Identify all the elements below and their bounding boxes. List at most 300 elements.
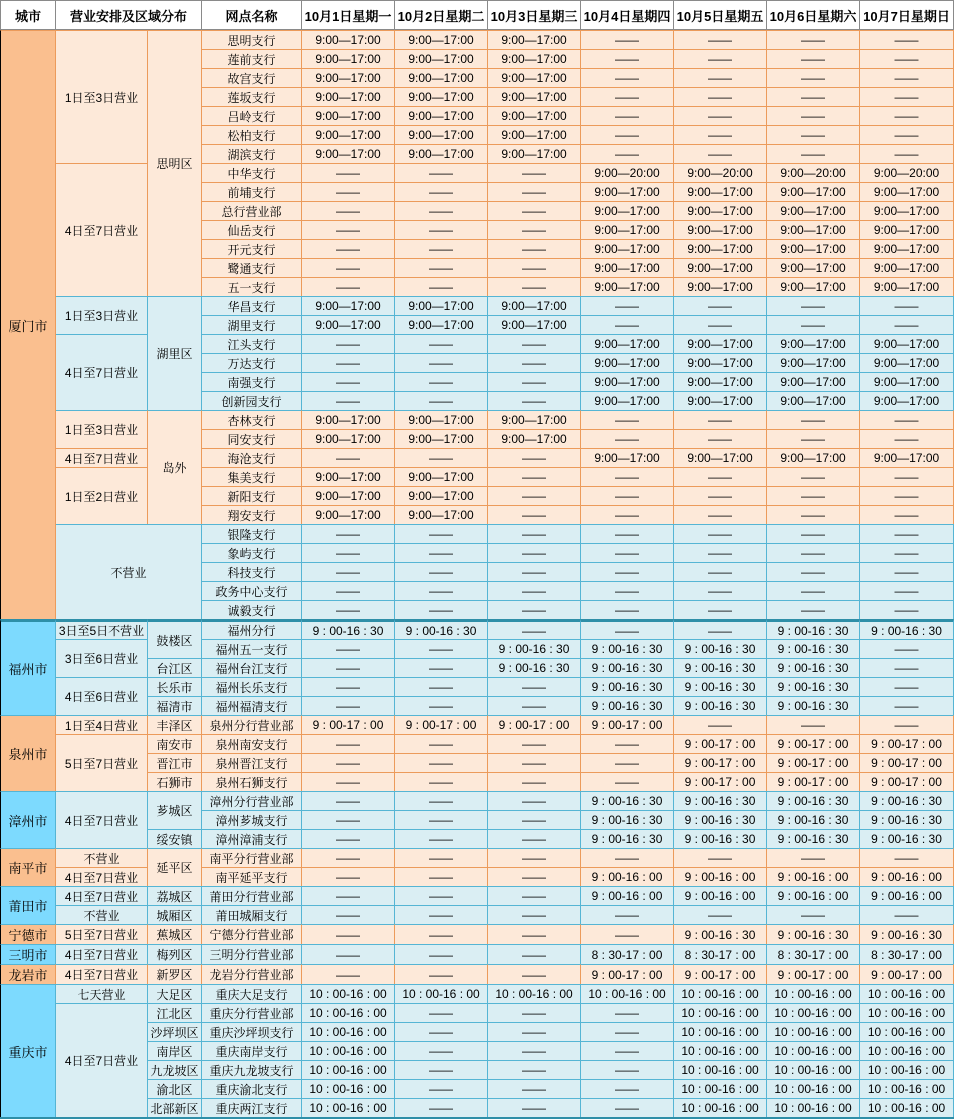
hours-cell: 9 : 00-16 : 30 [767, 658, 860, 677]
branch-name-cell: 前埔支行 [202, 182, 302, 201]
hours-cell: 9:00—17:00 [581, 277, 674, 296]
region-cell: 丰泽区 [148, 715, 202, 734]
hours-cell-closed: —— [302, 372, 395, 391]
branch-name-cell: 湖里支行 [202, 315, 302, 334]
hours-cell-closed: —— [395, 562, 488, 581]
hours-cell: 10 : 00-16 : 00 [674, 1060, 767, 1079]
hours-cell-closed: —— [767, 106, 860, 125]
branch-name-cell: 杏林支行 [202, 410, 302, 429]
hours-cell-closed: —— [581, 581, 674, 600]
hours-cell-closed: —— [581, 619, 674, 639]
hours-cell-closed: —— [395, 182, 488, 201]
hours-cell-closed: —— [488, 391, 581, 410]
hours-cell: 9:00—17:00 [674, 239, 767, 258]
hours-cell: 9 : 00-16 : 30 [581, 810, 674, 829]
branch-name-cell: 南强支行 [202, 372, 302, 391]
hours-cell-closed: —— [860, 600, 954, 619]
city-cell: 泉州市 [0, 715, 56, 791]
column-header-branch: 网点名称 [202, 0, 302, 30]
hours-cell: 9 : 00-17 : 00 [767, 964, 860, 984]
branch-name-cell: 漳州漳浦支行 [202, 829, 302, 848]
arrangement-cell: 4日至7日营业 [56, 867, 148, 886]
arrangement-cell: 4日至7日营业 [56, 163, 148, 296]
hours-cell: 9:00—17:00 [860, 182, 954, 201]
branch-name-cell: 重庆九龙坡支行 [202, 1060, 302, 1079]
hours-cell: 10 : 00-16 : 00 [302, 984, 395, 1003]
hours-cell-closed: —— [395, 220, 488, 239]
region-cell: 晋江市 [148, 753, 202, 772]
hours-cell-closed: —— [395, 886, 488, 905]
hours-cell: 10 : 00-16 : 00 [674, 1022, 767, 1041]
hours-cell: 10 : 00-16 : 00 [860, 1060, 954, 1079]
hours-cell: 10 : 00-16 : 00 [302, 1079, 395, 1098]
hours-cell: 9 : 00-17 : 00 [860, 772, 954, 791]
hours-cell: 9:00—17:00 [302, 429, 395, 448]
branch-name-cell: 龙岩分行营业部 [202, 964, 302, 984]
hours-cell: 9:00—17:00 [302, 49, 395, 68]
hours-cell: 9 : 00-16 : 00 [581, 886, 674, 905]
hours-cell-closed: —— [581, 562, 674, 581]
hours-cell-closed: —— [488, 334, 581, 353]
hours-cell-closed: —— [488, 163, 581, 182]
hours-cell: 10 : 00-16 : 00 [767, 984, 860, 1003]
hours-cell-closed: —— [581, 543, 674, 562]
hours-cell: 9 : 00-16 : 30 [674, 829, 767, 848]
hours-cell-closed: —— [488, 353, 581, 372]
table-row [0, 677, 954, 696]
branch-name-cell: 鹭通支行 [202, 258, 302, 277]
hours-cell-closed: —— [581, 144, 674, 163]
hours-cell-closed: —— [767, 49, 860, 68]
hours-cell-closed: —— [395, 639, 488, 658]
hours-cell-closed: —— [581, 30, 674, 49]
hours-cell-closed: —— [674, 49, 767, 68]
branch-name-cell: 创新园支行 [202, 391, 302, 410]
hours-cell-closed: —— [395, 791, 488, 810]
hours-cell-closed: —— [767, 715, 860, 734]
hours-cell-closed: —— [488, 1022, 581, 1041]
region-cell: 南安市 [148, 734, 202, 753]
branch-name-cell: 同安支行 [202, 429, 302, 448]
hours-cell-closed: —— [395, 334, 488, 353]
hours-cell: 9:00—17:00 [581, 372, 674, 391]
hours-cell-closed: —— [395, 201, 488, 220]
arrangement-cell: 七天营业 [56, 984, 148, 1003]
arrangement-cell: 4日至7日营业 [56, 886, 148, 905]
hours-cell-closed: —— [860, 543, 954, 562]
hours-cell-closed: —— [395, 810, 488, 829]
region-cell: 台江区 [148, 658, 202, 677]
hours-cell-closed: —— [860, 677, 954, 696]
hours-cell-closed: —— [302, 867, 395, 886]
region-cell: 岛外 [148, 410, 202, 524]
hours-cell-closed: —— [860, 848, 954, 867]
hours-cell-closed: —— [581, 68, 674, 87]
hours-cell-closed: —— [581, 524, 674, 543]
table-header [0, 0, 954, 30]
hours-cell-closed: —— [488, 562, 581, 581]
hours-cell-closed: —— [395, 753, 488, 772]
hours-cell-closed: —— [860, 696, 954, 715]
city-cell: 莆田市 [0, 886, 56, 924]
branch-name-cell: 诚毅支行 [202, 600, 302, 619]
hours-cell-closed: —— [395, 658, 488, 677]
hours-cell: 9 : 00-16 : 00 [674, 886, 767, 905]
hours-cell-closed: —— [302, 220, 395, 239]
hours-cell: 9:00—17:00 [581, 239, 674, 258]
hours-cell: 9:00—17:00 [302, 296, 395, 315]
hours-cell-closed: —— [674, 429, 767, 448]
hours-cell-closed: —— [302, 600, 395, 619]
hours-cell-closed: —— [581, 410, 674, 429]
hours-cell-closed: —— [302, 810, 395, 829]
hours-cell-closed: —— [860, 467, 954, 486]
hours-cell-closed: —— [674, 125, 767, 144]
branch-name-cell: 万达支行 [202, 353, 302, 372]
hours-cell: 9 : 00-16 : 30 [860, 829, 954, 848]
hours-cell: 9:00—17:00 [767, 239, 860, 258]
hours-cell-closed: —— [302, 696, 395, 715]
branch-name-cell: 莆田城厢支行 [202, 905, 302, 924]
branch-name-cell: 福州长乐支行 [202, 677, 302, 696]
hours-cell: 9:00—17:00 [860, 391, 954, 410]
table-row [0, 791, 954, 810]
branch-name-cell: 重庆南岸支行 [202, 1041, 302, 1060]
hours-cell: 9 : 00-17 : 00 [488, 715, 581, 734]
hours-cell: 9 : 00-17 : 00 [767, 753, 860, 772]
hours-cell-closed: —— [767, 144, 860, 163]
hours-cell-closed: —— [302, 391, 395, 410]
branch-name-cell: 宁德分行营业部 [202, 924, 302, 944]
hours-cell-closed: —— [488, 944, 581, 964]
hours-cell-closed: —— [860, 505, 954, 524]
hours-cell-closed: —— [302, 772, 395, 791]
branch-name-cell: 南平分行营业部 [202, 848, 302, 867]
hours-cell: 9 : 00-16 : 30 [674, 677, 767, 696]
hours-cell-closed: —— [395, 734, 488, 753]
hours-cell-closed: —— [395, 258, 488, 277]
hours-cell: 9 : 00-17 : 00 [302, 715, 395, 734]
hours-cell: 9 : 00-17 : 00 [674, 734, 767, 753]
hours-cell: 9 : 00-16 : 30 [674, 791, 767, 810]
hours-cell-closed: —— [674, 562, 767, 581]
branch-name-cell: 泉州晋江支行 [202, 753, 302, 772]
hours-cell-closed: —— [581, 1041, 674, 1060]
region-cell: 南岸区 [148, 1041, 202, 1060]
hours-cell: 9:00—17:00 [302, 144, 395, 163]
hours-cell: 9 : 00-16 : 30 [767, 677, 860, 696]
hours-cell: 9 : 00-16 : 30 [395, 619, 488, 639]
hours-cell-closed: —— [767, 505, 860, 524]
hours-cell: 10 : 00-16 : 00 [302, 1022, 395, 1041]
hours-cell: 9 : 00-17 : 00 [860, 734, 954, 753]
hours-cell-closed: —— [395, 1003, 488, 1022]
table-row [0, 524, 954, 543]
hours-cell: 10 : 00-16 : 00 [674, 1041, 767, 1060]
hours-cell: 9:00—17:00 [767, 391, 860, 410]
hours-cell-closed: —— [860, 68, 954, 87]
hours-cell-closed: —— [674, 581, 767, 600]
hours-cell-closed: —— [395, 391, 488, 410]
hours-cell: 9:00—17:00 [488, 429, 581, 448]
table-row [0, 964, 954, 984]
hours-cell: 10 : 00-16 : 00 [860, 1022, 954, 1041]
branch-name-cell: 莲坂支行 [202, 87, 302, 106]
arrangement-cell: 4日至7日营业 [56, 791, 148, 848]
hours-cell: 9 : 00-16 : 30 [767, 639, 860, 658]
column-header-day7: 10月7日星期日 [860, 0, 954, 30]
table-row [0, 410, 954, 429]
hours-cell: 9 : 00-16 : 30 [581, 696, 674, 715]
branch-name-cell: 银隆支行 [202, 524, 302, 543]
hours-cell: 9 : 00-16 : 30 [674, 924, 767, 944]
hours-cell-closed: —— [767, 848, 860, 867]
hours-cell: 9 : 00-16 : 30 [767, 924, 860, 944]
hours-cell: 9:00—17:00 [581, 448, 674, 467]
hours-cell: 9 : 00-16 : 30 [860, 810, 954, 829]
column-header-day3: 10月3日星期三 [488, 0, 581, 30]
hours-cell: 9 : 00-16 : 30 [581, 677, 674, 696]
hours-cell: 9:00—17:00 [395, 125, 488, 144]
branch-name-cell: 福州福清支行 [202, 696, 302, 715]
branch-name-cell: 莲前支行 [202, 49, 302, 68]
hours-cell: 9 : 00-17 : 00 [581, 964, 674, 984]
hours-cell-closed: —— [581, 429, 674, 448]
arrangement-cell: 5日至7日营业 [56, 734, 148, 791]
hours-cell-closed: —— [395, 543, 488, 562]
hours-cell: 9:00—17:00 [860, 220, 954, 239]
branch-name-cell: 福州五一支行 [202, 639, 302, 658]
hours-cell-closed: —— [860, 49, 954, 68]
hours-cell-closed: —— [302, 334, 395, 353]
hours-cell: 10 : 00-16 : 00 [581, 984, 674, 1003]
hours-cell: 9 : 00-16 : 00 [674, 867, 767, 886]
hours-cell-closed: —— [395, 848, 488, 867]
hours-cell-closed: —— [488, 886, 581, 905]
hours-cell-closed: —— [674, 144, 767, 163]
hours-cell: 9 : 00-16 : 30 [581, 658, 674, 677]
hours-cell-closed: —— [581, 296, 674, 315]
hours-cell-closed: —— [860, 658, 954, 677]
table-row [0, 924, 954, 944]
arrangement-cell: 1日至3日营业 [56, 296, 148, 334]
hours-cell: 9 : 00-16 : 30 [767, 791, 860, 810]
hours-cell-closed: —— [581, 467, 674, 486]
hours-cell-closed: —— [302, 543, 395, 562]
hours-cell: 9 : 00-16 : 30 [581, 639, 674, 658]
hours-cell: 9:00—17:00 [302, 410, 395, 429]
hours-cell: 9:00—17:00 [395, 296, 488, 315]
hours-cell-closed: —— [581, 1098, 674, 1117]
hours-cell-closed: —— [581, 125, 674, 144]
hours-cell: 10 : 00-16 : 00 [674, 1098, 767, 1117]
hours-cell-closed: —— [581, 848, 674, 867]
hours-cell: 9:00—17:00 [395, 68, 488, 87]
arrangement-cell: 4日至6日营业 [56, 677, 148, 715]
arrangement-cell: 4日至7日营业 [56, 944, 148, 964]
hours-cell-closed: —— [860, 30, 954, 49]
hours-cell: 10 : 00-16 : 00 [302, 1041, 395, 1060]
hours-cell: 8 : 30-17 : 00 [767, 944, 860, 964]
hours-cell: 9:00—17:00 [860, 201, 954, 220]
hours-cell-closed: —— [302, 964, 395, 984]
table-row [0, 905, 954, 924]
hours-cell: 9 : 00-16 : 30 [488, 658, 581, 677]
hours-cell-closed: —— [860, 87, 954, 106]
hours-cell: 9 : 00-17 : 00 [674, 753, 767, 772]
hours-cell: 9:00—17:00 [488, 87, 581, 106]
hours-cell-closed: —— [860, 429, 954, 448]
region-cell: 湖里区 [148, 296, 202, 410]
hours-cell-closed: —— [767, 30, 860, 49]
hours-cell: 10 : 00-16 : 00 [674, 1003, 767, 1022]
branch-name-cell: 仙岳支行 [202, 220, 302, 239]
column-header-day4: 10月4日星期四 [581, 0, 674, 30]
region-cell: 长乐市 [148, 677, 202, 696]
hours-cell-closed: —— [767, 524, 860, 543]
hours-cell: 10 : 00-16 : 00 [860, 1079, 954, 1098]
hours-cell-closed: —— [395, 353, 488, 372]
hours-cell: 9:00—17:00 [674, 334, 767, 353]
table-row [0, 619, 954, 639]
table-row [0, 1003, 954, 1022]
hours-cell-closed: —— [395, 1041, 488, 1060]
table-row [0, 848, 954, 867]
hours-cell-closed: —— [581, 600, 674, 619]
hours-cell-closed: —— [302, 277, 395, 296]
hours-cell: 10 : 00-16 : 00 [302, 1060, 395, 1079]
hours-cell-closed: —— [488, 1079, 581, 1098]
hours-cell-closed: —— [395, 1079, 488, 1098]
hours-cell-closed: —— [302, 658, 395, 677]
hours-cell-closed: —— [395, 277, 488, 296]
hours-cell-closed: —— [581, 315, 674, 334]
hours-cell: 9:00—20:00 [581, 163, 674, 182]
hours-cell-closed: —— [767, 125, 860, 144]
hours-cell-closed: —— [860, 562, 954, 581]
hours-cell-closed: —— [395, 524, 488, 543]
hours-cell: 9:00—17:00 [767, 353, 860, 372]
hours-cell: 10 : 00-16 : 00 [767, 1098, 860, 1117]
hours-cell-closed: —— [302, 944, 395, 964]
hours-cell: 9:00—17:00 [674, 277, 767, 296]
hours-cell-closed: —— [581, 505, 674, 524]
branch-name-cell: 中华支行 [202, 163, 302, 182]
arrangement-cell: 3日至5日不营业 [56, 619, 148, 639]
hours-cell: 9:00—17:00 [395, 467, 488, 486]
branch-name-cell: 重庆大足支行 [202, 984, 302, 1003]
hours-cell: 9 : 00-16 : 30 [767, 696, 860, 715]
hours-cell: 9:00—17:00 [767, 201, 860, 220]
hours-cell: 9 : 00-17 : 00 [767, 772, 860, 791]
branch-name-cell: 总行营业部 [202, 201, 302, 220]
hours-cell-closed: —— [395, 867, 488, 886]
hours-cell: 9:00—17:00 [674, 201, 767, 220]
hours-cell-closed: —— [767, 562, 860, 581]
hours-cell: 8 : 30-17 : 00 [581, 944, 674, 964]
hours-cell: 9 : 00-17 : 00 [674, 964, 767, 984]
branch-name-cell: 政务中心支行 [202, 581, 302, 600]
hours-cell-closed: —— [395, 905, 488, 924]
hours-cell-closed: —— [488, 734, 581, 753]
hours-cell-closed: —— [488, 505, 581, 524]
branch-name-cell: 海沧支行 [202, 448, 302, 467]
hours-cell: 9:00—17:00 [395, 315, 488, 334]
table-row [0, 984, 954, 1003]
hours-cell: 9:00—17:00 [488, 30, 581, 49]
hours-cell: 9:00—17:00 [395, 106, 488, 125]
hours-cell: 9:00—17:00 [488, 49, 581, 68]
hours-cell: 9:00—17:00 [581, 391, 674, 410]
hours-cell-closed: —— [581, 87, 674, 106]
hours-cell-closed: —— [302, 562, 395, 581]
branch-name-cell: 南平延平支行 [202, 867, 302, 886]
hours-cell-closed: —— [767, 410, 860, 429]
hours-cell: 9 : 00-16 : 00 [767, 867, 860, 886]
branch-name-cell: 莆田分行营业部 [202, 886, 302, 905]
hours-cell-closed: —— [488, 258, 581, 277]
arrangement-cell: 4日至7日营业 [56, 1003, 148, 1117]
hours-cell: 9:00—17:00 [674, 182, 767, 201]
hours-cell: 9 : 00-17 : 00 [395, 715, 488, 734]
city-cell: 南平市 [0, 848, 56, 886]
region-cell: 大足区 [148, 984, 202, 1003]
hours-cell-closed: —— [488, 619, 581, 639]
hours-cell-closed: —— [302, 677, 395, 696]
hours-cell: 9:00—17:00 [581, 220, 674, 239]
hours-cell-closed: —— [674, 543, 767, 562]
hours-cell: 9:00—17:00 [860, 239, 954, 258]
hours-cell-closed: —— [488, 372, 581, 391]
hours-cell: 9:00—17:00 [302, 30, 395, 49]
column-header-day6: 10月6日星期六 [767, 0, 860, 30]
hours-cell-closed: —— [395, 772, 488, 791]
hours-cell: 9 : 00-16 : 30 [767, 829, 860, 848]
hours-cell: 8 : 30-17 : 00 [674, 944, 767, 964]
hours-cell: 9:00—17:00 [767, 277, 860, 296]
hours-cell: 9:00—17:00 [767, 220, 860, 239]
hours-cell-closed: —— [395, 581, 488, 600]
branch-name-cell: 泉州分行营业部 [202, 715, 302, 734]
hours-cell-closed: —— [767, 87, 860, 106]
hours-cell: 10 : 00-16 : 00 [767, 1022, 860, 1041]
hours-cell-closed: —— [488, 201, 581, 220]
city-cell: 重庆市 [0, 984, 56, 1117]
hours-cell: 9:00—17:00 [395, 144, 488, 163]
hours-cell: 9 : 00-16 : 30 [767, 810, 860, 829]
hours-cell-closed: —— [860, 296, 954, 315]
hours-cell: 10 : 00-16 : 00 [767, 1003, 860, 1022]
hours-cell-closed: —— [488, 848, 581, 867]
hours-cell-closed: —— [674, 68, 767, 87]
hours-cell-closed: —— [581, 734, 674, 753]
hours-cell-closed: —— [674, 467, 767, 486]
hours-cell-closed: —— [767, 296, 860, 315]
hours-cell-closed: —— [488, 1003, 581, 1022]
region-cell: 梅列区 [148, 944, 202, 964]
arrangement-cell: 不营业 [56, 905, 148, 924]
hours-cell: 10 : 00-16 : 00 [674, 1079, 767, 1098]
hours-cell-closed: —— [860, 581, 954, 600]
region-cell: 九龙坡区 [148, 1060, 202, 1079]
region-cell: 石狮市 [148, 772, 202, 791]
branch-name-cell: 华昌支行 [202, 296, 302, 315]
hours-cell: 9 : 00-16 : 30 [674, 810, 767, 829]
hours-cell-closed: —— [860, 715, 954, 734]
hours-cell-closed: —— [395, 600, 488, 619]
region-cell: 延平区 [148, 848, 202, 886]
city-cell: 厦门市 [0, 30, 56, 619]
